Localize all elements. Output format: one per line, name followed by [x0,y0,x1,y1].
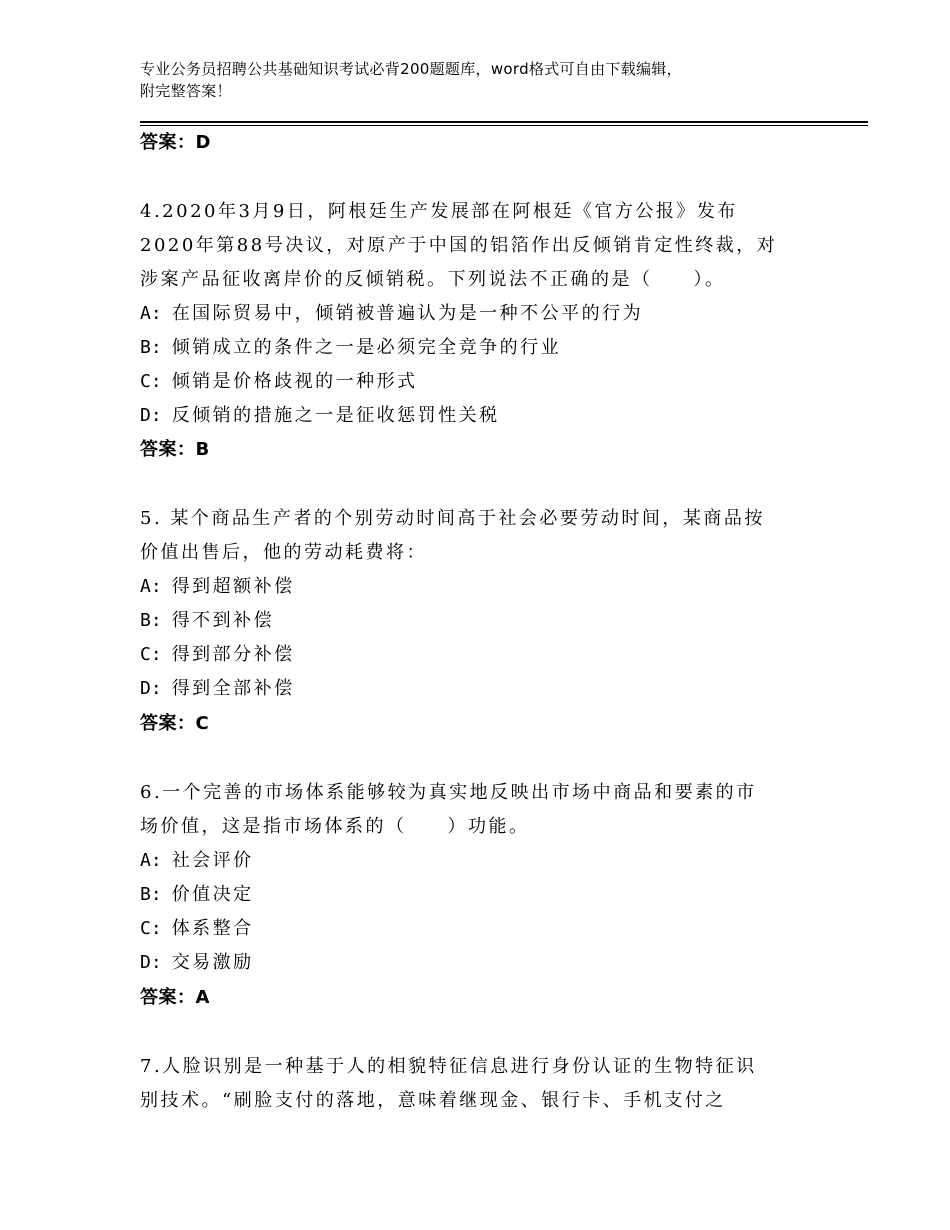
header-line-1: 专业公务员招聘公共基础知识考试必背200题题库，word格式可自由下载编辑， [140,60,682,78]
answer-q5: 答案：C [140,713,210,734]
question-5-stem-line-2: 价值出售后，他的劳动耗费将： [140,542,427,563]
header-line-2: 附完整答案！ [140,82,232,100]
question-5-stem-line-1: 5. 某个商品生产者的个别劳动时间高于社会必要劳动时间，某商品按 [140,508,765,529]
question-6-stem-line-1: 6.一个完善的市场体系能够较为真实地反映出市场中商品和要素的市 [140,782,757,803]
question-4 [140,195,820,433]
question-4-stem-line-1: 4.2020年3月9日，阿根廷生产发展部在阿根廷《官方公报》发布 [140,201,738,222]
question-4-stem-line-3: 涉案产品征收离岸价的反倾销税。下列说法不正确的是（ ）。 [140,269,726,290]
question-4-stem-line-2: 2020年第88号决议，对原产于中国的铝箔作出反倾销肯定性终裁，对 [140,235,778,256]
question-5-option-b: B: 得不到补偿 [140,610,275,631]
question-6-stem-line-2: 场价值，这是指市场体系的（ ）功能。 [140,816,530,837]
question-7 [140,1050,820,1118]
question-4-option-a: A: 在国际贸易中，倾销被普遍认为是一种不公平的行为 [140,303,644,324]
question-4-option-c: C: 倾销是价格歧视的一种形式 [140,371,418,392]
question-4-option-d: D: 反倾销的措施之一是征收惩罚性关税 [140,405,500,426]
document-header [140,58,820,102]
question-5-option-a: A: 得到超额补偿 [140,576,295,597]
question-5-option-c: C: 得到部分补偿 [140,644,295,665]
question-5 [140,502,820,706]
question-6-option-b: B: 价值决定 [140,884,254,905]
question-7-stem-line-1: 7.人脸识别是一种基于人的相貌特征信息进行身份认证的生物特征识 [140,1056,757,1077]
question-6-option-a: A: 社会评价 [140,850,254,871]
header-divider-thin [140,125,868,126]
answer-q6: 答案：A [140,987,210,1008]
question-6 [140,776,820,980]
question-6-option-d: D: 交易激励 [140,952,254,973]
answer-q3: 答案：D [140,132,211,153]
header-divider-thick [140,121,868,123]
question-5-option-d: D: 得到全部补偿 [140,678,295,699]
question-4-option-b: B: 倾销成立的条件之一是必须完全竞争的行业 [140,337,562,358]
question-6-option-c: C: 体系整合 [140,918,254,939]
answer-q4: 答案：B [140,439,210,460]
question-7-stem-line-2: 别技术。“刷脸支付的落地，意味着继现金、银行卡、手机支付之 [140,1090,726,1111]
